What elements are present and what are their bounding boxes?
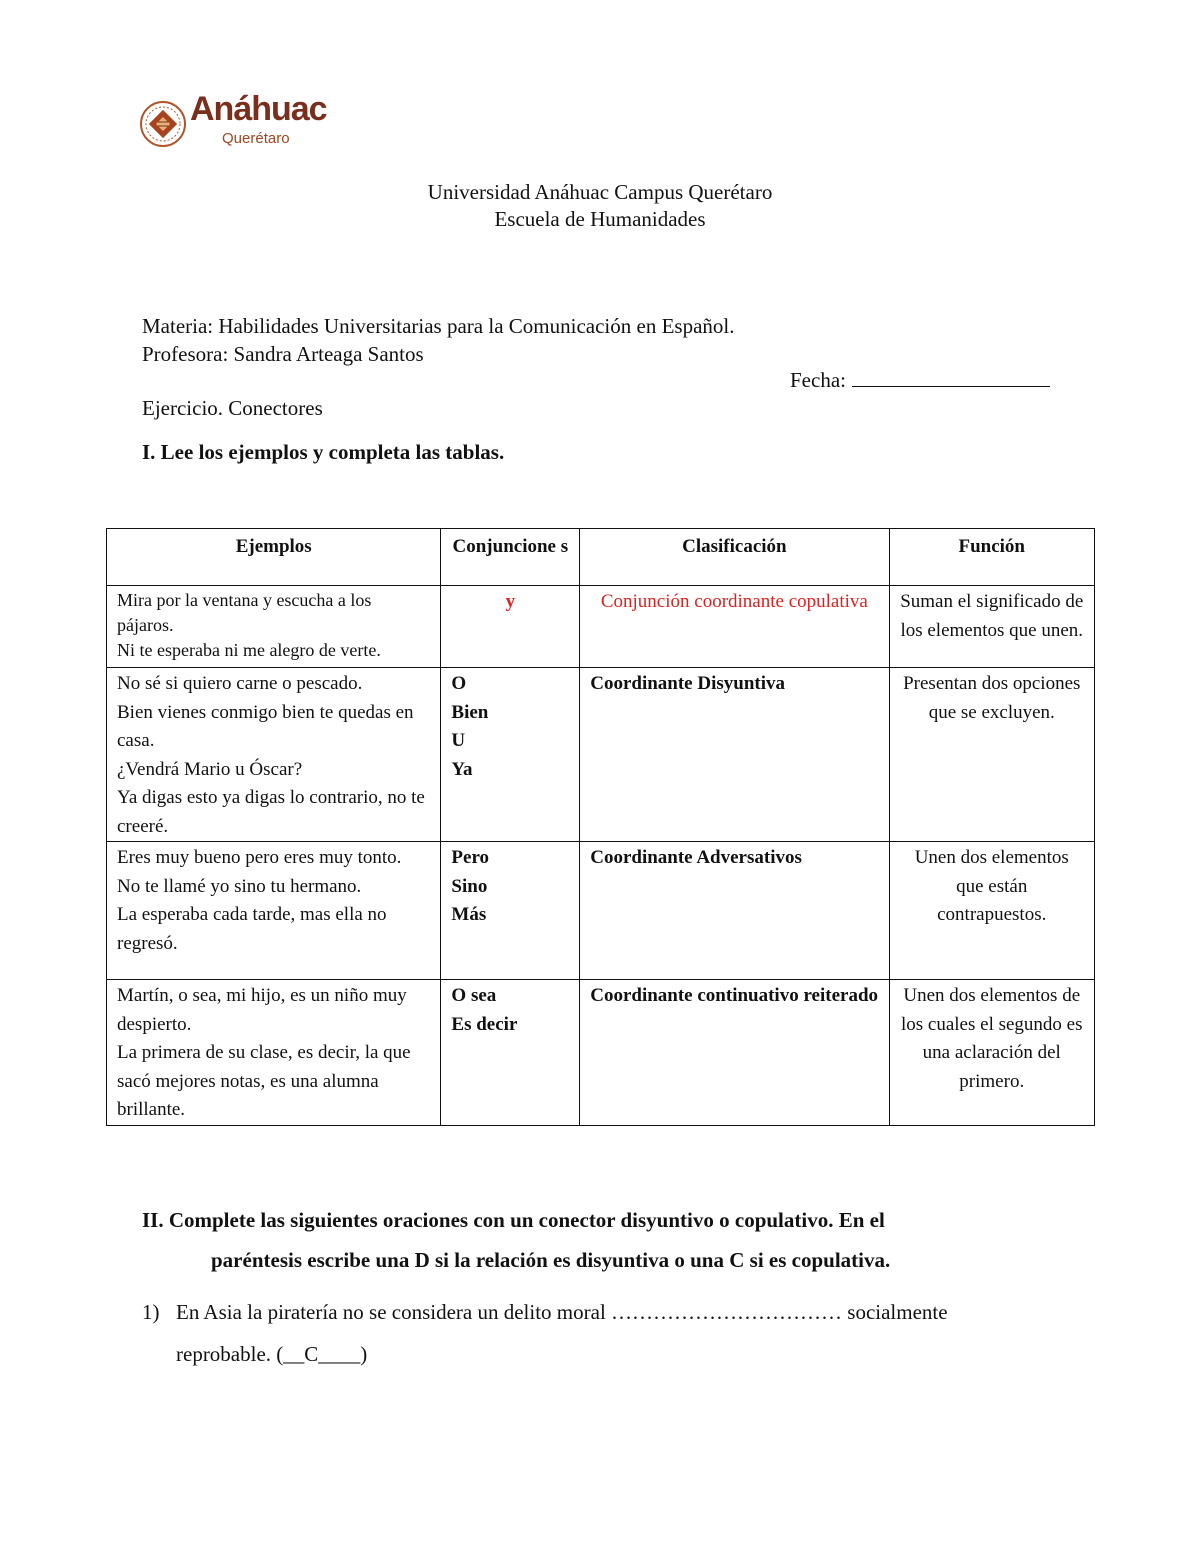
conjuncion-text: Ya [451,758,473,780]
fecha-label: Fecha: [790,368,846,392]
clasificacion-cell: Coordinante continuativo reiterado [580,980,889,1126]
profesora-line: Profesora: Sandra Arteaga Santos [142,342,424,366]
ejercicio-line: Ejercicio. Conectores [142,396,323,420]
ejemplos-cell [107,586,441,668]
conjuncion-text: O [451,673,467,694]
table-row [107,980,1095,1126]
logo-subtitle: Querétaro [222,130,290,147]
ejemplo-text: No sé si quiero carne o pescado. [117,673,363,694]
conectores-table [106,528,1095,1126]
conjunciones-cell [441,586,580,668]
fecha-field[interactable] [790,368,1050,393]
logo-wordmark: Anáhuac [190,90,327,128]
conjuncion-text: Bien [451,701,489,723]
anahuac-logo [138,88,327,158]
ejemplo-text: Mira por la ventana y escucha a los pájaros. [117,590,372,635]
funcion-cell: Unen dos elementos que están contrapuestos. [889,842,1095,980]
conjunciones-cell [441,668,580,842]
table-row [107,842,1095,980]
ejemplo-text: Ya digas esto ya digas lo contrario, no te creeré. [117,787,425,837]
ejemplos-cell [107,980,441,1126]
fecha-blank[interactable] [852,368,1050,387]
materia-line: Materia: Habilidades Universitarias para la Comunicación en Español. [142,314,735,338]
section2-title-line1: II. Complete las siguientes oraciones con un conector disyuntivo o copulativo. En el [142,1208,885,1232]
conjuncion-text: Pero [451,847,490,868]
item-line: En Asia la piratería no se considera un delito moral …………………………… socialmente [176,1300,948,1324]
ejemplo-text: La primera de su clase, es decir, la que sacó mejores notas, es una alumna brillante. [117,1042,411,1120]
section1-title: I. Lee los ejemplos y completa las tablas. [142,440,505,464]
ejemplo-text: Martín, o sea, mi hijo, es un niño muy despierto. [117,985,407,1035]
clasificacion-cell: Coordinante Adversativos [580,842,889,980]
conjunciones-cell [441,842,580,980]
conjuncion-text: O sea [451,985,497,1006]
ejemplos-cell [107,668,441,842]
school-name: Escuela de Humanidades [494,207,706,231]
header-ejemplos: Ejemplos [107,529,441,586]
ejemplo-text: ¿Vendrá Mario u Óscar? [117,758,303,780]
section2-title-line2: paréntesis escribe una D si la relación es disyuntiva o una C si es copulativa. [211,1248,891,1272]
conjuncion-text: Más [451,904,487,925]
funcion-cell: Suman el significado de los elementos que unen. [889,586,1095,668]
conjuncion-text: Es decir [451,1013,518,1035]
conjuncion-text: y [505,591,516,612]
anahuac-seal-icon [138,94,188,154]
ejemplo-text: Bien vienes conmigo bien te quedas en casa. [117,701,414,751]
ejemplos-cell [107,842,441,980]
conjuncion-text: Sino [451,875,488,897]
funcion-cell: Unen dos elementos de los cuales el segundo es una aclaración del primero. [889,980,1095,1126]
header-funcion: Función [889,529,1095,586]
item-number: 1) [142,1300,160,1324]
clasificacion-cell: Conjunción coordinante copulativa [580,586,889,668]
table-row [107,668,1095,842]
conjunciones-cell [441,980,580,1126]
university-name: Universidad Anáhuac Campus Querétaro [427,180,773,204]
clasificacion-cell: Coordinante Disyuntiva [580,668,889,842]
table-header-row [107,529,1095,586]
conjuncion-text: U [451,730,466,751]
funcion-cell: Presentan dos opciones que se excluyen. [889,668,1095,842]
ejemplo-text: Eres muy bueno pero eres muy tonto. [117,847,402,868]
header-conjunciones: Conjuncione s [441,529,580,586]
header-clasificacion: Clasificación [580,529,889,586]
ejemplo-text: La esperaba cada tarde, mas ella no regresó. [117,904,387,954]
item-line-answer[interactable]: reprobable. (__C____) [176,1342,368,1366]
table-row [107,586,1095,668]
ejemplo-text: Ni te esperaba ni me alegro de verte. [117,640,381,660]
ejemplo-text: No te llamé yo sino tu hermano. [117,875,362,897]
